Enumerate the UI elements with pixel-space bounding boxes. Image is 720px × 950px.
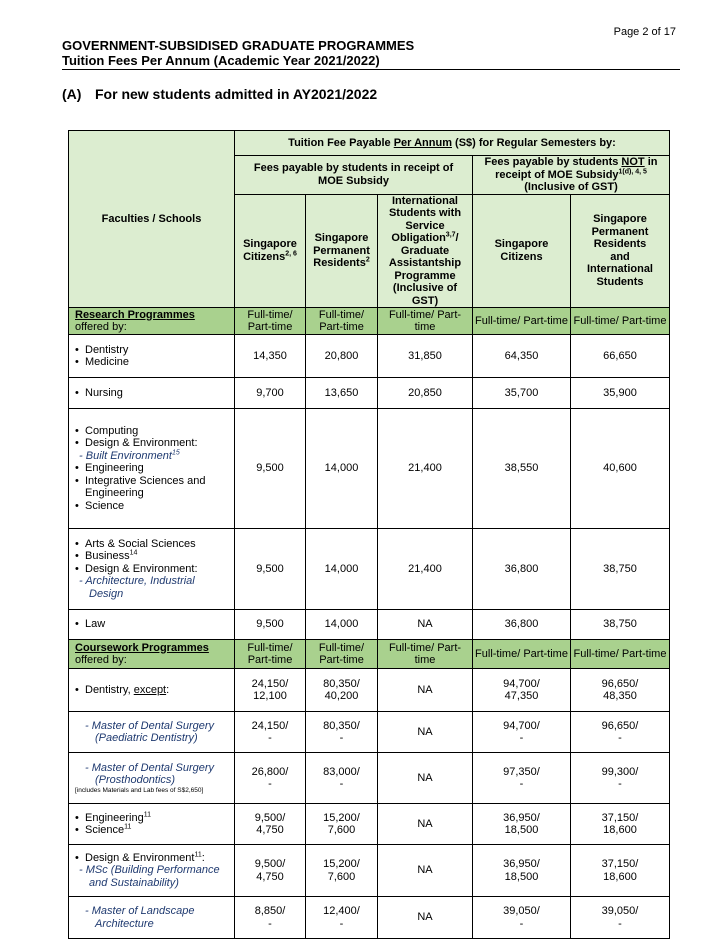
col-spr-label: Singapore Permanent Residents xyxy=(313,232,370,269)
fee-cell: NA xyxy=(378,610,473,640)
fee-top: 36,950/ xyxy=(503,811,540,824)
fee-bottom: 40,200 xyxy=(324,690,359,702)
mode-cell: Full-time/ Part-time xyxy=(571,640,670,669)
mode-cell: Full-time/ Part-time xyxy=(306,640,378,669)
faculty-item: • Nursing xyxy=(75,387,230,400)
fee-bottom: - xyxy=(618,732,622,744)
table-row xyxy=(69,845,670,897)
fee-cell: NA xyxy=(378,845,473,897)
faculty-colon: : xyxy=(201,851,205,864)
fee-cell: NA xyxy=(378,897,473,939)
research-offered: offered by: xyxy=(75,321,127,333)
faculty-item-text: Business xyxy=(85,550,130,563)
fee-bottom: - xyxy=(339,778,344,790)
fee-bottom: 18,600 xyxy=(603,824,637,836)
fee-top: 80,350/ xyxy=(323,677,360,690)
faculty-item-text: Science xyxy=(85,824,125,836)
fee-cell xyxy=(235,753,306,804)
faculty-item: • Science xyxy=(75,500,230,513)
fee-cell: 14,000 xyxy=(306,610,378,640)
document-subtitle: Tuition Fees Per Annum (Academic Year 2021/2022) xyxy=(62,53,380,68)
fee-bottom: 18,500 xyxy=(504,870,539,883)
fee-cell: 36,800 xyxy=(473,610,571,640)
fee-cell: 38,550 xyxy=(473,409,571,529)
research-title: Research Programmes xyxy=(75,308,195,321)
col-singapore-citizens xyxy=(235,194,306,308)
fee-cell: 66,650 xyxy=(571,335,670,378)
table-row xyxy=(69,335,670,378)
faculty-item xyxy=(75,824,230,837)
nonsub-sup: 1(d), 4, 5 xyxy=(618,167,647,175)
faculty-note: [includes Materials and Lab fees of S$2,650] xyxy=(75,786,204,794)
faculty-item: • Design & Environment: xyxy=(75,437,230,450)
fee-cell: 35,900 xyxy=(571,378,670,409)
fee-cell: 9,500 xyxy=(235,529,306,610)
fee-bottom: 4,750 xyxy=(256,824,284,836)
faculty-cell xyxy=(69,845,235,897)
fee-bottom: - xyxy=(618,778,622,790)
table-row xyxy=(69,409,670,529)
fee-bottom: 18,500 xyxy=(504,824,539,836)
non-subsidised-header xyxy=(473,156,670,195)
research-group-title xyxy=(69,308,235,335)
fee-cell: 20,800 xyxy=(306,335,378,378)
faculty-colon: : xyxy=(166,683,170,696)
fee-cell xyxy=(473,712,571,753)
fee-bottom: - xyxy=(339,732,344,744)
fee-top: 39,050/ xyxy=(601,905,639,917)
table-row xyxy=(69,378,670,409)
fee-payable-header xyxy=(235,131,670,156)
nonsub-not: NOT xyxy=(621,156,645,168)
faculty-sup: 11 xyxy=(124,823,132,831)
research-group-row xyxy=(69,308,670,335)
fee-cell xyxy=(306,753,378,804)
section-heading xyxy=(62,86,377,102)
mode-cell: Full-time/ Part-time xyxy=(378,308,473,335)
fee-top: 9,500/ xyxy=(254,811,286,824)
fee-payable-pre: Tuition Fee Payable xyxy=(288,136,394,149)
fee-top: 24,150/ xyxy=(251,677,289,690)
mode-cell: Full-time/ Part-time xyxy=(473,640,571,669)
nonsub-post: (Inclusive of GST) xyxy=(524,181,618,193)
fee-top: 83,000/ xyxy=(323,765,360,778)
faculty-cell xyxy=(69,897,235,939)
fee-top: 94,700/ xyxy=(503,677,540,690)
fee-cell: 64,350 xyxy=(473,335,571,378)
fee-bottom: 7,600 xyxy=(327,824,356,836)
fee-top: 12,400/ xyxy=(323,905,360,917)
fee-cell: NA xyxy=(378,804,473,845)
page-number: Page 2 of 17 xyxy=(613,26,676,38)
faculty-item: • Design & Environment: xyxy=(75,563,230,576)
fee-bottom: 18,600 xyxy=(603,870,637,883)
faculties-header: Faculties / Schools xyxy=(69,131,235,308)
fee-cell: 31,850 xyxy=(378,335,473,378)
fee-cell xyxy=(473,753,571,804)
fee-cell: 14,000 xyxy=(306,409,378,529)
faculty-sup: 14 xyxy=(129,549,138,557)
fee-top: 24,150/ xyxy=(251,719,289,732)
fee-bottom: - xyxy=(268,917,272,930)
col-international-students xyxy=(378,194,473,308)
fee-top: 96,650/ xyxy=(601,719,639,732)
table-row xyxy=(69,529,670,610)
table-row xyxy=(69,897,670,939)
faculty-item xyxy=(75,852,230,865)
title-divider xyxy=(62,69,680,70)
fee-cell: 35,700 xyxy=(473,378,571,409)
faculty-item-text: Dentistry, xyxy=(85,683,134,696)
fee-top: 37,150/ xyxy=(601,811,639,824)
fee-top: 37,150/ xyxy=(601,858,639,870)
fee-cell: 21,400 xyxy=(378,409,473,529)
faculty-subitem-text: MSc (Building Performance and Sustainability) xyxy=(85,864,220,889)
faculty-cell xyxy=(69,669,235,712)
fee-bottom: - xyxy=(339,917,344,930)
faculty-subitem: - Built Environment$^{15}$ xyxy=(79,449,180,462)
fee-cell: 40,600 xyxy=(571,409,670,529)
fee-cell: 14,000 xyxy=(306,529,378,610)
faculty-subitem: - Master of Dental Surgery (Prosthodontics) xyxy=(85,761,215,786)
fee-bottom: 47,350 xyxy=(504,690,539,702)
faculty-item-text: Engineering xyxy=(85,811,144,824)
section-text: For new students admitted in AY2021/2022 xyxy=(95,86,378,102)
fee-cell xyxy=(235,669,306,712)
faculty-item: • Computing xyxy=(75,425,230,438)
fee-cell xyxy=(571,804,670,845)
col-singapore-citizens-nonsub: Singapore Citizens xyxy=(473,194,571,308)
faculty-cell xyxy=(69,804,235,845)
mode-cell: Full-time/ Part-time xyxy=(235,640,306,669)
fee-cell xyxy=(235,804,306,845)
fee-top: 15,200/ xyxy=(323,858,360,870)
mode-cell: Full-time/ Part-time xyxy=(235,308,306,335)
fee-cell xyxy=(235,845,306,897)
fee-bottom: - xyxy=(268,778,272,790)
document-title: GOVERNMENT-SUBSIDISED GRADUATE PROGRAMMES xyxy=(62,38,415,53)
fee-cell xyxy=(571,753,670,804)
col-intl-pre: International Students with Service Obligation xyxy=(388,194,462,244)
faculty-subitem: - MSc (Building Performance and Sustainability) xyxy=(79,864,220,889)
fee-bottom: 12,100 xyxy=(253,690,287,702)
fee-top: 8,850/ xyxy=(254,905,286,917)
faculty-subitem: - Master of Landscape Architecture xyxy=(85,905,195,930)
fee-cell: NA xyxy=(378,669,473,712)
fee-cell xyxy=(306,804,378,845)
col-sc-sup: 2, 6 xyxy=(285,250,297,258)
faculty-subitem-text: Built Environment xyxy=(85,449,172,462)
col-sc-label: Singapore Citizens xyxy=(243,238,297,263)
faculty-cell xyxy=(69,378,235,409)
col-spr-sup: 2 xyxy=(365,256,370,264)
col-intl-sup: 3,7 xyxy=(445,231,456,239)
mode-cell: Full-time/ Part-time xyxy=(473,308,571,335)
fee-bottom: - xyxy=(519,732,524,744)
faculty-cell xyxy=(69,335,235,378)
fee-cell xyxy=(571,897,670,939)
nonsub-mid: in receipt of MOE Subsidy xyxy=(495,156,658,181)
fee-bottom: 4,750 xyxy=(256,870,284,883)
mode-cell: Full-time/ Part-time xyxy=(378,640,473,669)
fee-bottom: 7,600 xyxy=(327,870,356,883)
fee-top: 36,950/ xyxy=(503,858,540,870)
coursework-offered: offered by: xyxy=(75,654,127,666)
fee-cell xyxy=(306,712,378,753)
fee-top: 15,200/ xyxy=(323,811,360,824)
faculty-cell xyxy=(69,529,235,610)
fee-cell: 38,750 xyxy=(571,610,670,640)
fee-top: 9,500/ xyxy=(254,858,286,870)
fee-cell: NA xyxy=(378,712,473,753)
faculty-except: except xyxy=(133,683,167,696)
faculty-subitem: - Master of Dental Surgery (Paediatric Dentistry) xyxy=(85,719,215,744)
fee-cell xyxy=(306,897,378,939)
table-row xyxy=(69,669,670,712)
faculty-cell xyxy=(69,409,235,529)
faculty-subitem-text: Master of Landscape Architecture xyxy=(91,905,195,930)
faculty-subitem: - Architecture, Industrial Design xyxy=(79,575,195,600)
fee-cell xyxy=(571,669,670,712)
fee-bottom: - xyxy=(519,917,524,930)
fee-cell: 14,350 xyxy=(235,335,306,378)
faculty-sup: 15 xyxy=(171,449,180,457)
fee-bottom: - xyxy=(618,917,622,930)
mode-cell: Full-time/ Part-time xyxy=(306,308,378,335)
subsidised-header: Fees payable by students in receipt of MOE Subsidy xyxy=(235,156,473,195)
fee-cell: 36,800 xyxy=(473,529,571,610)
fee-cell: 9,700 xyxy=(235,378,306,409)
faculty-item: • Arts & Social Sciences xyxy=(75,538,230,551)
fee-cell xyxy=(473,804,571,845)
fee-payable-per-annum: Per Annum xyxy=(393,136,452,149)
faculty-sup: 11 xyxy=(194,851,202,859)
fee-cell: 9,500 xyxy=(235,610,306,640)
fee-top: 99,300/ xyxy=(601,765,639,778)
fee-cell xyxy=(473,669,571,712)
faculty-item xyxy=(75,550,230,563)
fee-cell xyxy=(571,712,670,753)
fee-cell: 38,750 xyxy=(571,529,670,610)
col-permanent-residents xyxy=(306,194,378,308)
fee-cell: NA xyxy=(378,753,473,804)
col-spr-international-nonsub: Singapore Permanent Residents and International Students xyxy=(571,194,670,308)
fee-cell: 13,650 xyxy=(306,378,378,409)
faculty-item-text: Design & Environment xyxy=(85,851,195,864)
fee-top: 97,350/ xyxy=(503,765,540,778)
faculty-cell xyxy=(69,712,235,753)
fee-top: 94,700/ xyxy=(503,719,540,732)
fee-bottom: 48,350 xyxy=(603,690,637,702)
fee-cell xyxy=(473,897,571,939)
faculty-item xyxy=(75,684,230,697)
fee-top: 96,650/ xyxy=(601,677,639,690)
table-row xyxy=(69,753,670,804)
col-intl-post: / Graduate Assistantship Programme (Inclusive of GST) xyxy=(388,232,462,307)
fee-cell xyxy=(235,897,306,939)
mode-cell: Full-time/ Part-time xyxy=(571,308,670,335)
coursework-title: Coursework Programmes xyxy=(75,641,209,654)
fee-payable-post: (S$) for Regular Semesters by: xyxy=(451,136,616,149)
fee-cell xyxy=(571,845,670,897)
table-row xyxy=(69,712,670,753)
faculty-item xyxy=(75,812,230,825)
fee-bottom: - xyxy=(519,778,524,790)
fee-top: 26,800/ xyxy=(251,765,289,778)
fee-cell xyxy=(306,669,378,712)
faculty-item: • Engineering xyxy=(75,462,230,475)
tuition-fee-table xyxy=(68,130,670,939)
faculty-item: • Integrative Sciences and Engineering xyxy=(75,475,230,500)
table-row xyxy=(69,804,670,845)
section-letter: (A) xyxy=(62,86,82,102)
coursework-group-title xyxy=(69,640,235,669)
faculty-subitem-text: Master of Dental Surgery (Prosthodontics) xyxy=(91,761,215,786)
nonsub-pre: Fees payable by students xyxy=(484,156,622,168)
faculty-item: • Dentistry xyxy=(75,344,230,357)
fee-cell xyxy=(473,845,571,897)
faculty-item: • Medicine xyxy=(75,356,230,369)
fee-cell xyxy=(306,845,378,897)
faculty-cell xyxy=(69,610,235,640)
faculty-item: • Law xyxy=(75,618,230,631)
fee-cell: 20,850 xyxy=(378,378,473,409)
faculty-subitem-text: Architecture, Industrial Design xyxy=(85,575,195,600)
fee-top: 39,050/ xyxy=(503,905,540,917)
fee-cell: 21,400 xyxy=(378,529,473,610)
table-row xyxy=(69,610,670,640)
faculty-cell xyxy=(69,753,235,804)
fee-bottom: - xyxy=(268,732,272,744)
faculty-subitem-text: Master of Dental Surgery (Paediatric Dentistry) xyxy=(91,719,215,744)
fee-cell: 9,500 xyxy=(235,409,306,529)
faculty-sup: 11 xyxy=(143,810,151,818)
fee-cell xyxy=(235,712,306,753)
fee-top: 80,350/ xyxy=(323,719,360,732)
coursework-group-row xyxy=(69,640,670,669)
